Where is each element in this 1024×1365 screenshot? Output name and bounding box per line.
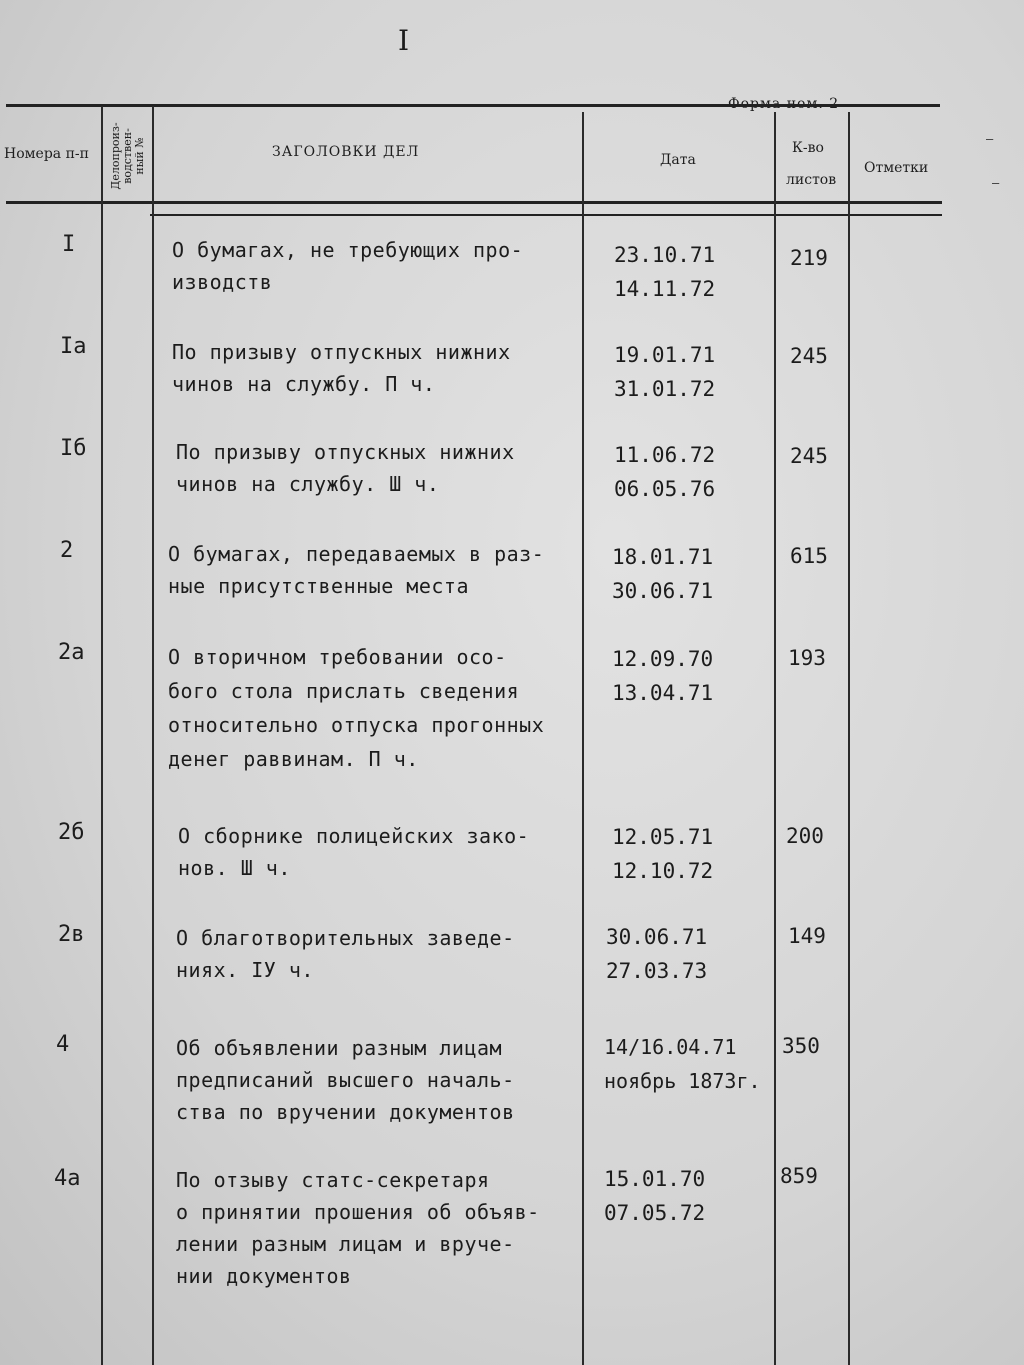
row-sheets: 615 [790,544,828,568]
header-delo: Делопроиз- водствен- ный № [109,122,146,190]
row-dates: 18.01.71 30.06.71 [612,545,714,603]
row-dates: 19.01.71 31.01.72 [614,343,716,401]
col-divider-3 [582,112,584,1365]
row-number: 2в [58,922,85,947]
row-number: 4 [56,1032,70,1057]
row-dates: 23.10.71 14.11.72 [614,243,716,301]
row-title: О благотворительных заведе- ниях. IУ ч. [176,926,515,982]
row-sheets: 219 [790,246,828,270]
header-date: Дата [660,152,696,168]
row-sheets: 245 [790,344,828,368]
margin-mark: – [992,176,1000,190]
col-divider-1 [101,106,103,1365]
row-title: О бумагах, не требующих про- изводств [172,238,524,294]
col-divider-5 [848,112,850,1365]
row-title: По призыву отпускных нижних чинов на службу. Ш ч. [176,440,515,496]
row-dates: 15.01.70 07.05.72 [604,1167,706,1225]
row-number: 2б [58,820,85,845]
row-number: I [62,232,76,257]
header-sheets-2: листов [786,172,837,188]
header-sheets-1: К-во [792,140,824,156]
row-title: По призыву отпускных нижних чинов на службу. П ч. [172,340,511,396]
header-delo-cell [103,108,153,204]
row-dates: 11.06.72 06.05.76 [614,443,716,501]
header-top-rule [6,104,940,107]
row-sheets: 859 [780,1164,818,1188]
row-dates: 12.09.70 13.04.71 [612,647,714,705]
row-sheets: 200 [786,824,824,848]
row-sheets: 245 [790,444,828,468]
row-title: По отзыву статс-секретаря о принятии прошения об объяв- лении разным лицам и вруче- нии документов [176,1168,540,1288]
row-number: 4а [54,1166,81,1191]
row-sheets: 193 [788,646,826,670]
row-number: Iб [60,436,87,461]
margin-mark: – [986,132,994,146]
row-sheets: 149 [788,924,826,948]
row-title: Об объявлении разным лицам предписаний высшего началь- ства по вручении документов [176,1036,515,1124]
col-divider-2 [152,106,154,1365]
row-title: О бумагах, передаваемых в раз- ные присутственные места [168,542,545,598]
header-marks: Отметки [864,160,929,176]
row-number: 2 [60,538,74,563]
header-title: ЗАГОЛОВКИ ДЕЛ [272,144,420,160]
col-divider-4 [774,112,776,1365]
row-dates: 14/16.04.71 ноябрь 1873г. [604,1035,761,1093]
row-title: О сборнике полицейских зако- нов. Ш ч. [178,824,530,880]
page-number: I [398,24,410,57]
row-number: 2а [58,640,85,665]
row-title: О вторичном требовании осо- бого стола прислать сведения относительно отпуска прогонных денег раввинам. П ч. [168,645,545,771]
row-number: Iа [60,334,87,359]
row-dates: 30.06.71 27.03.73 [606,925,708,983]
header-number: Номера п-п [4,146,89,162]
row-dates: 12.05.71 12.10.72 [612,825,714,883]
row-sheets: 350 [782,1034,820,1058]
header-bottom-rule-2 [150,214,942,216]
